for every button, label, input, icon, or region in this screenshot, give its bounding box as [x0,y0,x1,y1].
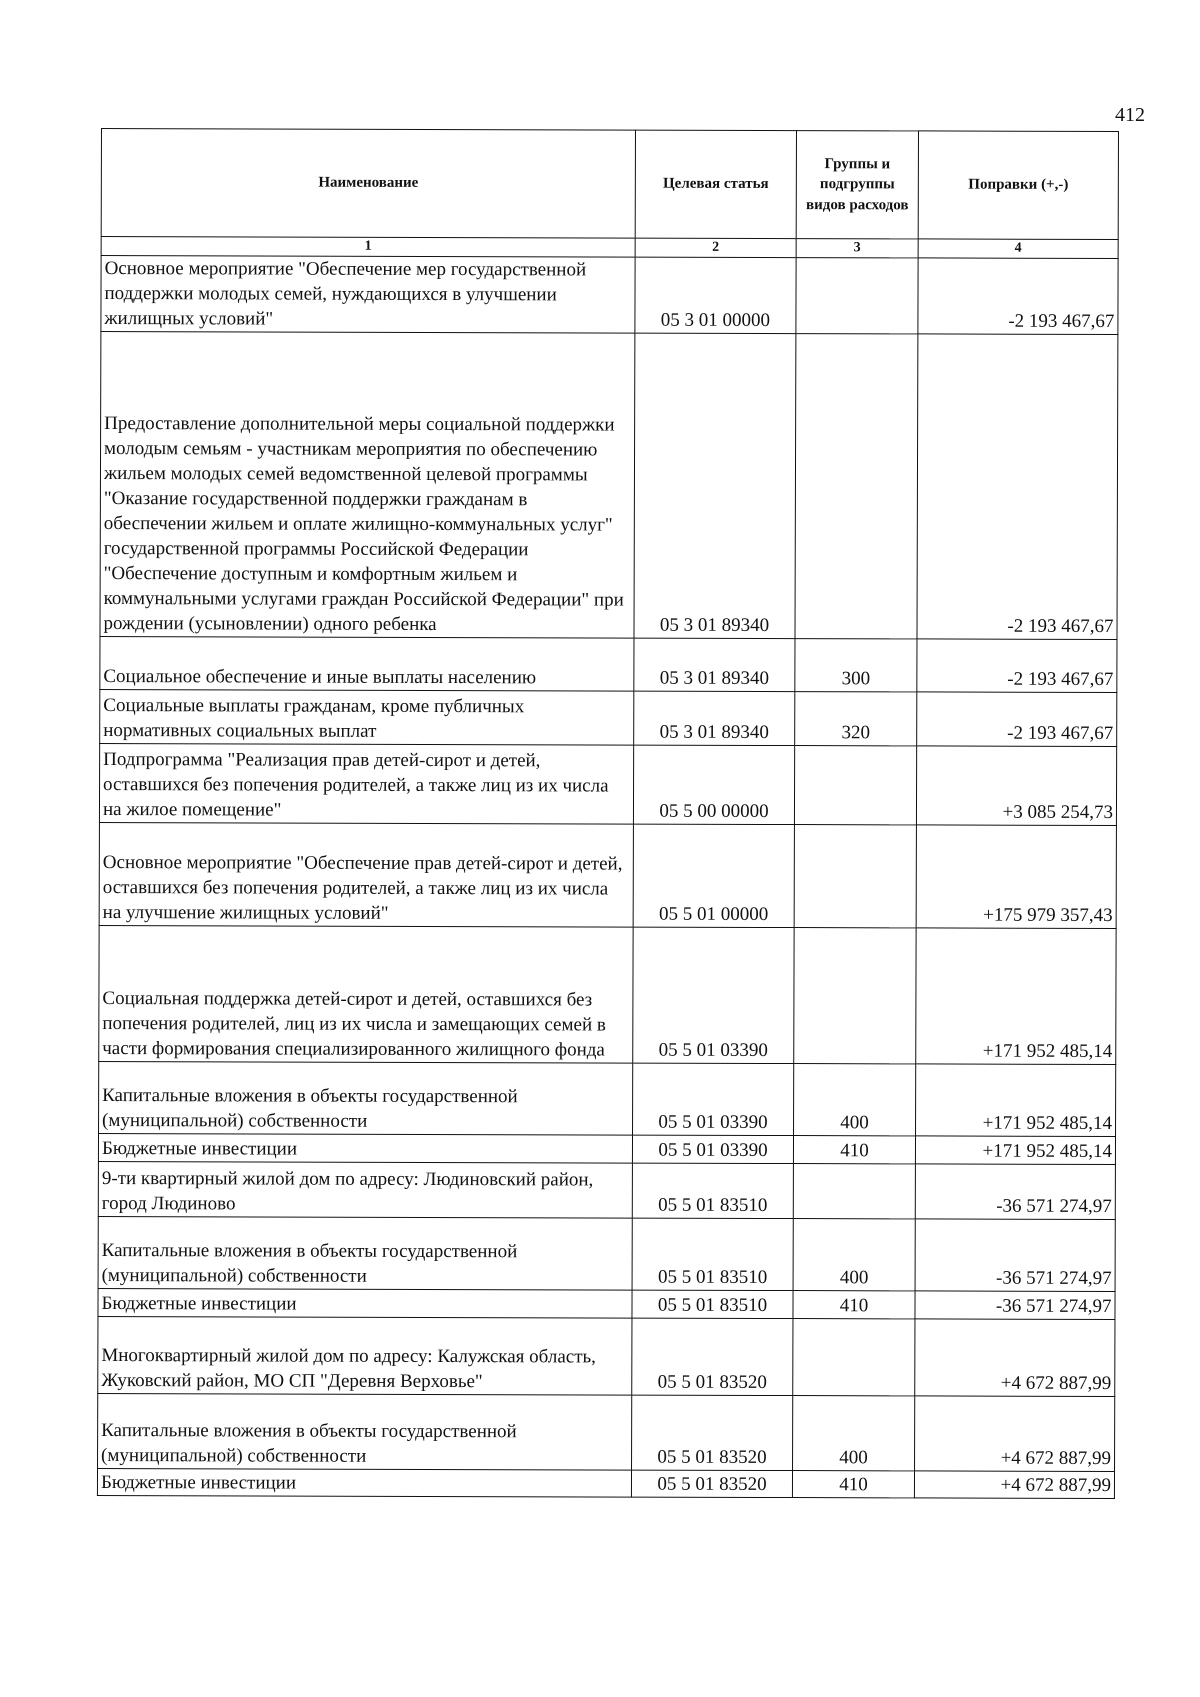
row-target-code: 05 3 01 00000 [635,257,796,333]
row-target-code: 05 5 01 83510 [632,1218,793,1290]
row-amendment-amount: -2 193 467,67 [918,258,1118,335]
row-target-code: 05 5 01 03390 [633,927,794,1063]
row-expense-group: 400 [793,1396,915,1471]
row-name: Бюджетные инвестиции [98,1288,632,1318]
table-row [97,1468,1114,1498]
row-target-code: 05 3 01 89340 [634,638,795,691]
row-expense-group: 410 [793,1291,915,1319]
row-target-code: 05 5 01 00000 [633,824,794,927]
table-row [98,1316,1115,1396]
row-expense-group: 410 [792,1471,914,1498]
row-expense-group [793,1164,915,1219]
row-name: Социальное обеспечение и иные выплаты населению [100,636,634,691]
row-target-code: 05 5 01 83520 [632,1395,793,1470]
table-row [98,1133,1115,1164]
header-amendments: Поправки (+,-) [918,131,1118,240]
row-amendment-amount: +4 672 887,99 [915,1396,1115,1472]
row-target-code: 05 3 01 89340 [634,691,795,745]
row-expense-group [795,334,918,639]
table-header-row [101,129,1118,240]
row-expense-group: 300 [795,639,917,692]
column-number: 1 [101,237,635,258]
table-row [98,1288,1115,1319]
row-expense-group [794,928,916,1064]
row-target-code: 05 5 01 03390 [632,1135,793,1163]
row-amendment-amount: -2 193 467,67 [917,692,1117,747]
row-target-code: 05 5 01 03390 [633,1063,794,1135]
row-amendment-amount: -2 193 467,67 [917,639,1117,693]
header-expense-groups: Группы и подгруппы видов расходов [796,131,918,239]
row-amendment-amount: -36 571 274,97 [915,1164,1115,1220]
column-number: 2 [635,238,796,257]
row-expense-group [794,825,916,928]
row-expense-group: 400 [793,1219,915,1291]
table-row [99,743,1116,825]
table-row [98,1216,1115,1291]
row-expense-group [794,746,916,825]
table-row [101,256,1118,335]
row-amendment-amount: -2 193 467,67 [917,334,1118,640]
table-row [98,1393,1115,1471]
row-name: Основное мероприятие "Обеспечение мер государственной поддержки молодых семей, нуждающихся в улучшении жилищных условий" [101,256,635,334]
row-name: 9-ти квартирный жилой дом по адресу: Людиновский район, город Людиново [98,1161,632,1218]
row-expense-group [793,1319,915,1396]
row-target-code: 05 5 01 83520 [632,1318,793,1395]
row-name: Бюджетные инвестиции [98,1133,632,1163]
row-amendment-amount: +4 672 887,99 [915,1319,1115,1397]
row-amendment-amount: +171 952 485,14 [915,1136,1115,1165]
row-target-code: 05 5 01 83510 [632,1163,793,1218]
table-row [99,822,1116,928]
row-name: Социальные выплаты гражданам, кроме публичных нормативных социальных выплат [100,689,634,745]
table-row [99,925,1116,1064]
table-row [100,636,1117,692]
row-amendment-amount: +171 952 485,14 [916,1064,1116,1137]
page-number: 412 [1115,104,1145,126]
row-amendment-amount: -36 571 274,97 [915,1291,1115,1320]
row-amendment-amount: +175 979 357,43 [916,825,1116,929]
row-amendment-amount: +171 952 485,14 [916,928,1116,1065]
budget-amendments-table [97,128,1119,1499]
row-target-code: 05 5 01 83520 [631,1470,792,1497]
row-name: Основное мероприятие "Обеспечение прав детей-сирот и детей, оставшихся без попечения родителей, а также лиц из их числа на улучшение жилищных условий" [99,822,633,927]
table-row [100,689,1117,746]
row-amendment-amount: +4 672 887,99 [914,1471,1114,1499]
column-number: 4 [918,239,1118,259]
row-name: Капитальные вложения в объекты государственной (муниципальной) собственности [98,1393,632,1470]
row-name: Капитальные вложения в объекты государственной (муниципальной) собственности [99,1061,633,1135]
row-expense-group [796,258,918,334]
table-row [100,332,1118,640]
row-name: Многоквартирный жилой дом по адресу: Калужская область, Жуковский район, МО СП "Деревня Верховье" [98,1316,632,1395]
row-expense-group: 400 [794,1064,916,1136]
row-expense-group: 410 [793,1136,915,1164]
column-number: 3 [796,239,918,258]
table-row [99,1061,1116,1136]
row-target-code: 05 3 01 89340 [634,333,796,638]
row-name: Социальная поддержка детей-сирот и детей, оставшихся без попечения родителей, лиц из их числа и замещающих семей в части формирования специализированного жилищного фонда [99,925,633,1063]
row-name: Предоставление дополнительной меры социальной поддержки молодым семьям - участникам мероприятия по обеспечению жильем молодых семей ведомственной целевой программы "Оказание государственной поддержки гражданам в обеспечении жильем и оплате жилищно-коммунальных услуг" государственной программы Российской Федерации "Обеспечение доступным и комфортным жильем и коммунальными услугами граждан Российской Федерации" при рождении (усыновлении) одного ребенка [100,332,635,639]
row-amendment-amount: -36 571 274,97 [915,1219,1115,1292]
row-expense-group: 320 [795,692,917,746]
row-amendment-amount: +3 085 254,73 [916,746,1116,826]
table-row [98,1161,1115,1219]
row-name: Бюджетные инвестиции [97,1468,631,1497]
row-name: Подпрограмма "Реализация прав детей-сирот и детей, оставшихся без попечения родителей, а также лиц из их числа на жилое помещение" [99,743,633,824]
row-target-code: 05 5 00 00000 [633,745,794,824]
header-target-article: Целевая статья [635,130,796,238]
row-name: Капитальные вложения в объекты государственной (муниципальной) собственности [98,1216,632,1290]
header-name: Наименование [101,129,635,239]
row-target-code: 05 5 01 83510 [632,1290,793,1318]
